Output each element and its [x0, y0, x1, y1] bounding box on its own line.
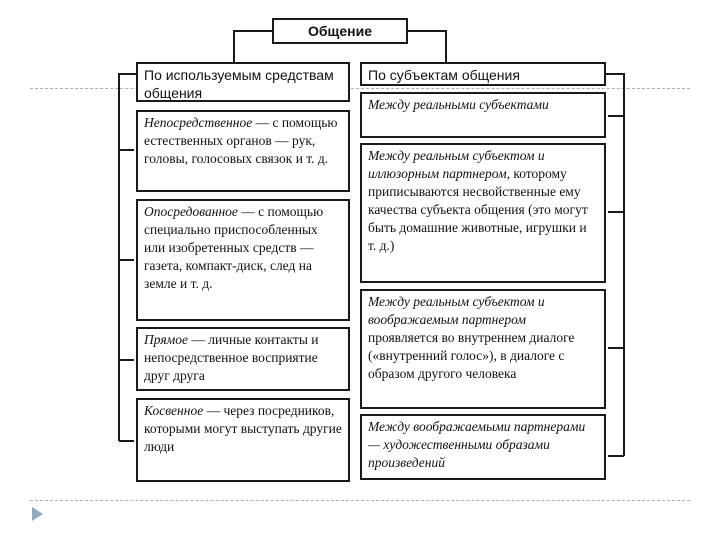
right-item-box: [360, 414, 606, 480]
item-term: Между воображаемыми партнерами — художественными образами произведений: [368, 419, 586, 470]
root-to-right-connector: [408, 31, 446, 62]
item-term: Между реальным субъектом и иллюзорным партнером,: [368, 148, 545, 181]
left-header-box: По используемым средствам общения: [136, 62, 350, 102]
item-term: Непосредственное: [144, 115, 253, 130]
item-term: Опосредованное: [144, 204, 238, 219]
left-item-box: [136, 327, 350, 391]
right-item-box: [360, 92, 606, 138]
left-item-box: [136, 110, 350, 192]
right-header-box: По субъектам общения: [360, 62, 606, 86]
right-item-box: [360, 143, 606, 283]
item-term: Прямое: [144, 332, 188, 347]
right-item-box: [360, 289, 606, 409]
item-description: — с помощью естественных органов — рук, головы, голосовых связок и т. д.: [144, 115, 338, 166]
left-bracket: [119, 74, 136, 441]
left-item-box: [136, 199, 350, 321]
item-description: которому приписываются несвойственные ему качества субъекта общения (это могут быть домашние животные, игрушки и т. д.): [368, 166, 588, 253]
item-term: Между реальным субъектом и воображаемым партнером: [368, 294, 545, 327]
item-term: Косвенное: [144, 403, 204, 418]
root-to-left-connector: [234, 31, 272, 62]
root-node: Общение: [272, 18, 408, 44]
left-item-box: [136, 398, 350, 482]
item-description: — личные контакты и непосредственное восприятие друг друга: [144, 332, 319, 383]
item-term: Между реальными субъектами: [368, 97, 549, 112]
item-description: проявляется во внутреннем диалоге («внутренний голос»), в диалоге с образом другого человека: [368, 330, 575, 381]
item-description: — с помощью специально приспособленных или изобретенных средств — газета, компакт-диск, след на земле и т. д.: [144, 204, 324, 291]
item-description: — через посредников, которыми могут выступать другие люди: [144, 403, 342, 454]
right-bracket: [606, 74, 624, 456]
